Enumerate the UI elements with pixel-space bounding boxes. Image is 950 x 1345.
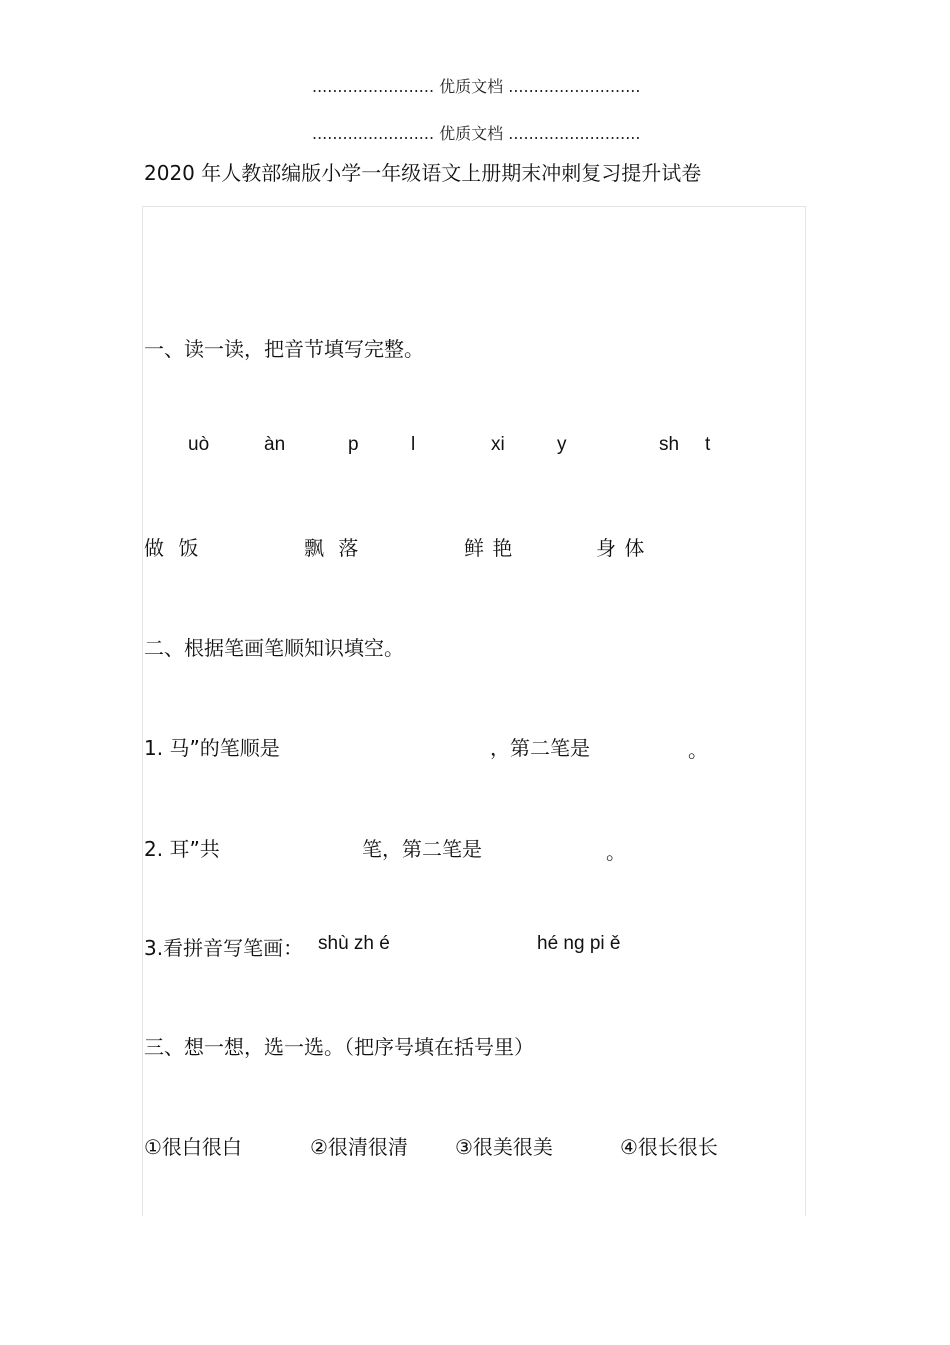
pinyin-4: l [411,434,416,455]
pinyin-6: y [557,434,567,455]
q2-part1: 2. 耳”共 [144,837,220,861]
word-1: 做 饭 [144,536,199,560]
section2-heading: 二、根据笔画笔顺知识填空。 [144,636,404,660]
q3-pinyin-2: hé ng pi ě [537,933,621,954]
q3-pinyin-1: shù zh é [318,933,390,954]
option-2: ②很清很清 [310,1135,408,1159]
q2-part3: 。 [606,840,626,864]
pinyin-8: t [705,434,711,455]
q2-part2: 笔，第二笔是 [362,837,482,861]
word-2: 飘 落 [304,536,359,560]
section1-heading: 一、读一读，把音节填写完整。 [144,337,424,361]
pinyin-7: sh [659,434,680,455]
word-3: 鲜 艳 [464,536,513,560]
section3-heading: 三、想一想，选一选。（把序号填在括号里） [144,1035,534,1059]
option-4: ④很长很长 [620,1135,718,1159]
word-4: 身 体 [596,536,645,560]
option-1: ①很白很白 [144,1135,242,1159]
option-3: ③很美很美 [455,1135,553,1159]
pinyin-1: uò [188,434,210,455]
pinyin-5: xi [491,434,505,455]
header-line-1: ........................ 优质文档 .......................... [312,77,641,96]
pinyin-3: p [348,434,359,455]
q1-part2: ，第二笔是 [490,736,590,760]
q3-label: 3.看拼音写笔画： [144,936,304,960]
q1-part1: 1. 马”的笔顺是 [144,736,280,760]
header-line-2: ........................ 优质文档 .......................... [312,124,641,143]
document-title: 2020 年人教部编版小学一年级语文上册期末冲刺复习提升试卷 [144,161,702,185]
q1-part3: 。 [688,738,708,762]
pinyin-2: àn [264,434,286,455]
